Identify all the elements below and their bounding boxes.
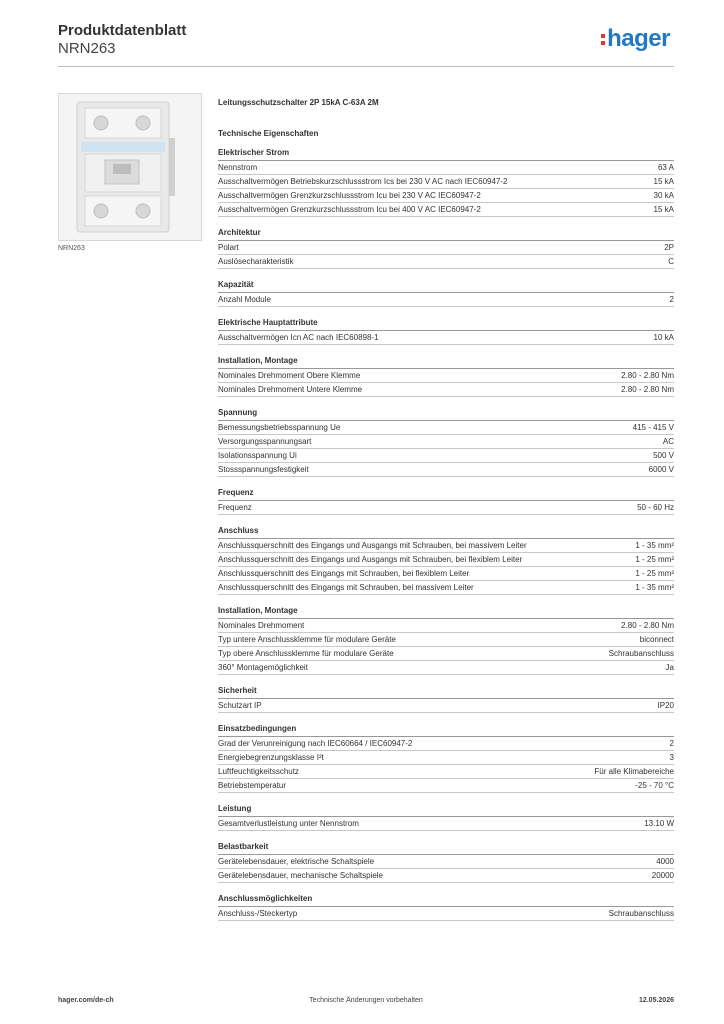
spec-value: -25 - 70 °C: [635, 781, 674, 790]
spec-label: Bemessungsbetriebsspannung Ue: [218, 423, 341, 432]
spec-row: [218, 699, 674, 713]
section-title: Spannung: [218, 397, 674, 421]
spec-value: 63 A: [657, 163, 674, 172]
product-image: [58, 93, 202, 241]
spec-label: Stossspannungsfestigkeit: [218, 465, 309, 474]
section-title: Sicherheit: [218, 675, 674, 699]
section-title: Installation, Montage: [218, 345, 674, 369]
spec-value: 15 kA: [653, 177, 674, 186]
page-header: [58, 22, 678, 62]
spec-value: AC: [662, 437, 674, 446]
spec-section: [218, 883, 674, 921]
spec-row: [218, 435, 674, 449]
spec-row: [218, 553, 674, 567]
spec-label: Nominales Drehmoment Untere Klemme: [218, 385, 363, 394]
spec-row: [218, 907, 674, 921]
spec-label: Anschlussquerschnitt des Eingangs mit Schrauben, bei massivem Leiter: [218, 583, 474, 592]
spec-row: [218, 383, 674, 397]
spec-row: [218, 331, 674, 345]
spec-row: [218, 189, 674, 203]
section-title: Elektrischer Strom: [218, 141, 674, 161]
footer-notice: Technische Änderungen vorbehalten: [309, 997, 423, 1004]
spec-row: [218, 421, 674, 435]
document-subtitle: NRN263: [58, 40, 116, 57]
spec-section: [218, 515, 674, 595]
spec-value: 2P: [664, 243, 674, 252]
spec-row: [218, 619, 674, 633]
spec-row: [218, 255, 674, 269]
spec-row: [218, 647, 674, 661]
section-title: Kapazität: [218, 269, 674, 293]
spec-label: Nominales Drehmoment Obere Klemme: [218, 371, 361, 380]
spec-value: 30 kA: [653, 191, 674, 200]
spec-label: Anschlussquerschnitt des Eingangs mit Schrauben, bei flexiblem Leiter: [218, 569, 470, 578]
spec-value: Für alle Klimabereiche: [594, 767, 674, 776]
spec-row: [218, 539, 674, 553]
section-title: Belastbarkeit: [218, 831, 674, 855]
spec-row: [218, 779, 674, 793]
section-title: Installation, Montage: [218, 595, 674, 619]
spec-value: 2.80 - 2.80 Nm: [621, 385, 674, 394]
spec-section: [218, 831, 674, 883]
footer-date: 12.05.2026: [638, 997, 674, 1004]
spec-value: 2: [669, 739, 674, 748]
spec-label: Anschlussquerschnitt des Eingangs und Ausgangs mit Schrauben, bei massivem Leiter: [218, 541, 527, 550]
spec-label: Ausschaltvermögen Grenzkurzschlussstrom Icu bei 400 V AC IEC60947-2: [218, 205, 481, 214]
spec-section: [218, 269, 674, 307]
spec-value: 1 - 35 mm²: [635, 541, 674, 550]
spec-value: IP20: [657, 701, 674, 710]
spec-row: [218, 161, 674, 175]
spec-row: [218, 633, 674, 647]
section-title: Anschluss: [218, 515, 674, 539]
specification-table: [218, 96, 674, 921]
spec-label: Ausschaltvermögen Icn AC nach IEC60898-1: [218, 333, 379, 342]
spec-label: Nominales Drehmoment: [218, 621, 305, 630]
spec-value: 10 kA: [653, 333, 674, 342]
section-title: Einsatzbedingungen: [218, 713, 674, 737]
spec-value: 50 - 60 Hz: [637, 503, 674, 512]
spec-value: biconnect: [639, 635, 674, 644]
spec-value: 500 V: [653, 451, 674, 460]
spec-value: 13.10 W: [644, 819, 674, 828]
spec-section: [218, 793, 674, 831]
spec-value: 20000: [651, 871, 674, 880]
spec-label: Typ untere Anschlussklemme für modulare Geräte: [218, 635, 396, 644]
spec-section: [218, 713, 674, 793]
spec-row: [218, 581, 674, 595]
spec-section: [218, 595, 674, 675]
spec-label: Grad der Verunreinigung nach IEC60664 / IEC60947-2: [218, 739, 413, 748]
spec-row: [218, 293, 674, 307]
spec-label: Anzahl Module: [218, 295, 271, 304]
spec-label: Isolationsspannung Ui: [218, 451, 297, 460]
spec-row: [218, 369, 674, 383]
spec-value: 1 - 35 mm²: [635, 583, 674, 592]
document-title: Produktdatenblatt: [58, 22, 187, 39]
spec-label: Gesamtverlustleistung unter Nennstrom: [218, 819, 359, 828]
spec-value: 1 - 25 mm²: [635, 569, 674, 578]
footer-website: hager.com/de-ch: [58, 997, 114, 1004]
spec-section: [218, 141, 674, 217]
section-title: Elektrische Hauptattribute: [218, 307, 674, 331]
spec-label: Energiebegrenzungsklasse I²t: [218, 753, 324, 762]
spec-section: [218, 217, 674, 269]
spec-row: [218, 869, 674, 883]
spec-row: [218, 449, 674, 463]
spec-label: Versorgungsspannungsart: [218, 437, 312, 446]
spec-label: Luftfeuchtigkeitsschutz: [218, 767, 299, 776]
spec-section: [218, 675, 674, 713]
spec-section: [218, 307, 674, 345]
spec-section: [218, 345, 674, 397]
spec-value: 415 - 415 V: [632, 423, 674, 432]
spec-value: Ja: [665, 663, 674, 672]
logo-text: hager: [607, 25, 670, 52]
spec-row: [218, 751, 674, 765]
spec-value: 1 - 25 mm²: [635, 555, 674, 564]
spec-label: Polart: [218, 243, 239, 252]
spec-value: 2.80 - 2.80 Nm: [621, 371, 674, 380]
spec-value: 4000: [656, 857, 674, 866]
spec-label: Typ obere Anschlussklemme für modulare Geräte: [218, 649, 394, 658]
spec-label: Anschlussquerschnitt des Eingangs und Ausgangs mit Schrauben, bei flexiblem Leiter: [218, 555, 523, 564]
spec-value: C: [668, 257, 674, 266]
spec-label: Gerätelebensdauer, mechanische Schaltspiele: [218, 871, 383, 880]
spec-value: 6000 V: [648, 465, 674, 474]
spec-value: 2: [669, 295, 674, 304]
spec-label: Ausschaltvermögen Betriebskurzschlussstrom Ics bei 230 V AC nach IEC60947-2: [218, 177, 508, 186]
spec-row: [218, 203, 674, 217]
spec-value: 3: [669, 753, 674, 762]
spec-label: Frequenz: [218, 503, 252, 512]
spec-label: 360° Montagemöglichkeit: [218, 663, 308, 672]
page-footer: [58, 997, 674, 1011]
spec-row: [218, 175, 674, 189]
spec-section: [218, 397, 674, 477]
product-image-caption: NRN263: [58, 245, 85, 252]
spec-label: Auslösecharakteristik: [218, 257, 294, 266]
spec-row: [218, 501, 674, 515]
section-title: Architektur: [218, 217, 674, 241]
section-title: Frequenz: [218, 477, 674, 501]
circuit-breaker-icon: [59, 94, 201, 240]
spec-row: [218, 241, 674, 255]
spec-row: [218, 463, 674, 477]
spec-value: 2.80 - 2.80 Nm: [621, 621, 674, 630]
section-title: Leistung: [218, 793, 674, 817]
header-divider: [58, 66, 674, 67]
product-name: Leitungsschutzschalter 2P 15kA C-63A 2M: [218, 98, 379, 107]
spec-value: Schraubanschluss: [608, 909, 674, 918]
spec-row: [218, 661, 674, 675]
spec-section: [218, 477, 674, 515]
spec-value: 15 kA: [653, 205, 674, 214]
spec-label: Anschluss-/Steckertyp: [218, 909, 298, 918]
spec-row: [218, 567, 674, 581]
spec-value: Schraubanschluss: [608, 649, 674, 658]
spec-row: [218, 855, 674, 869]
spec-label: Schutzart IP: [218, 701, 262, 710]
spec-label: Ausschaltvermögen Grenzkurzschlussstrom Icu bei 230 V AC IEC60947-2: [218, 191, 481, 200]
spec-row: [218, 765, 674, 779]
logo-mark-icon: [601, 34, 605, 45]
spec-sections: [218, 141, 674, 921]
spec-row: [218, 737, 674, 751]
spec-label: Nennstrom: [218, 163, 258, 172]
section-title: Anschlussmöglichkeiten: [218, 883, 674, 907]
spec-label: Betriebstemperatur: [218, 781, 287, 790]
hager-logo: [601, 26, 670, 52]
spec-row: [218, 817, 674, 831]
spec-label: Gerätelebensdauer, elektrische Schaltspiele: [218, 857, 375, 866]
technical-properties-heading: Technische Eigenschaften: [218, 129, 319, 138]
